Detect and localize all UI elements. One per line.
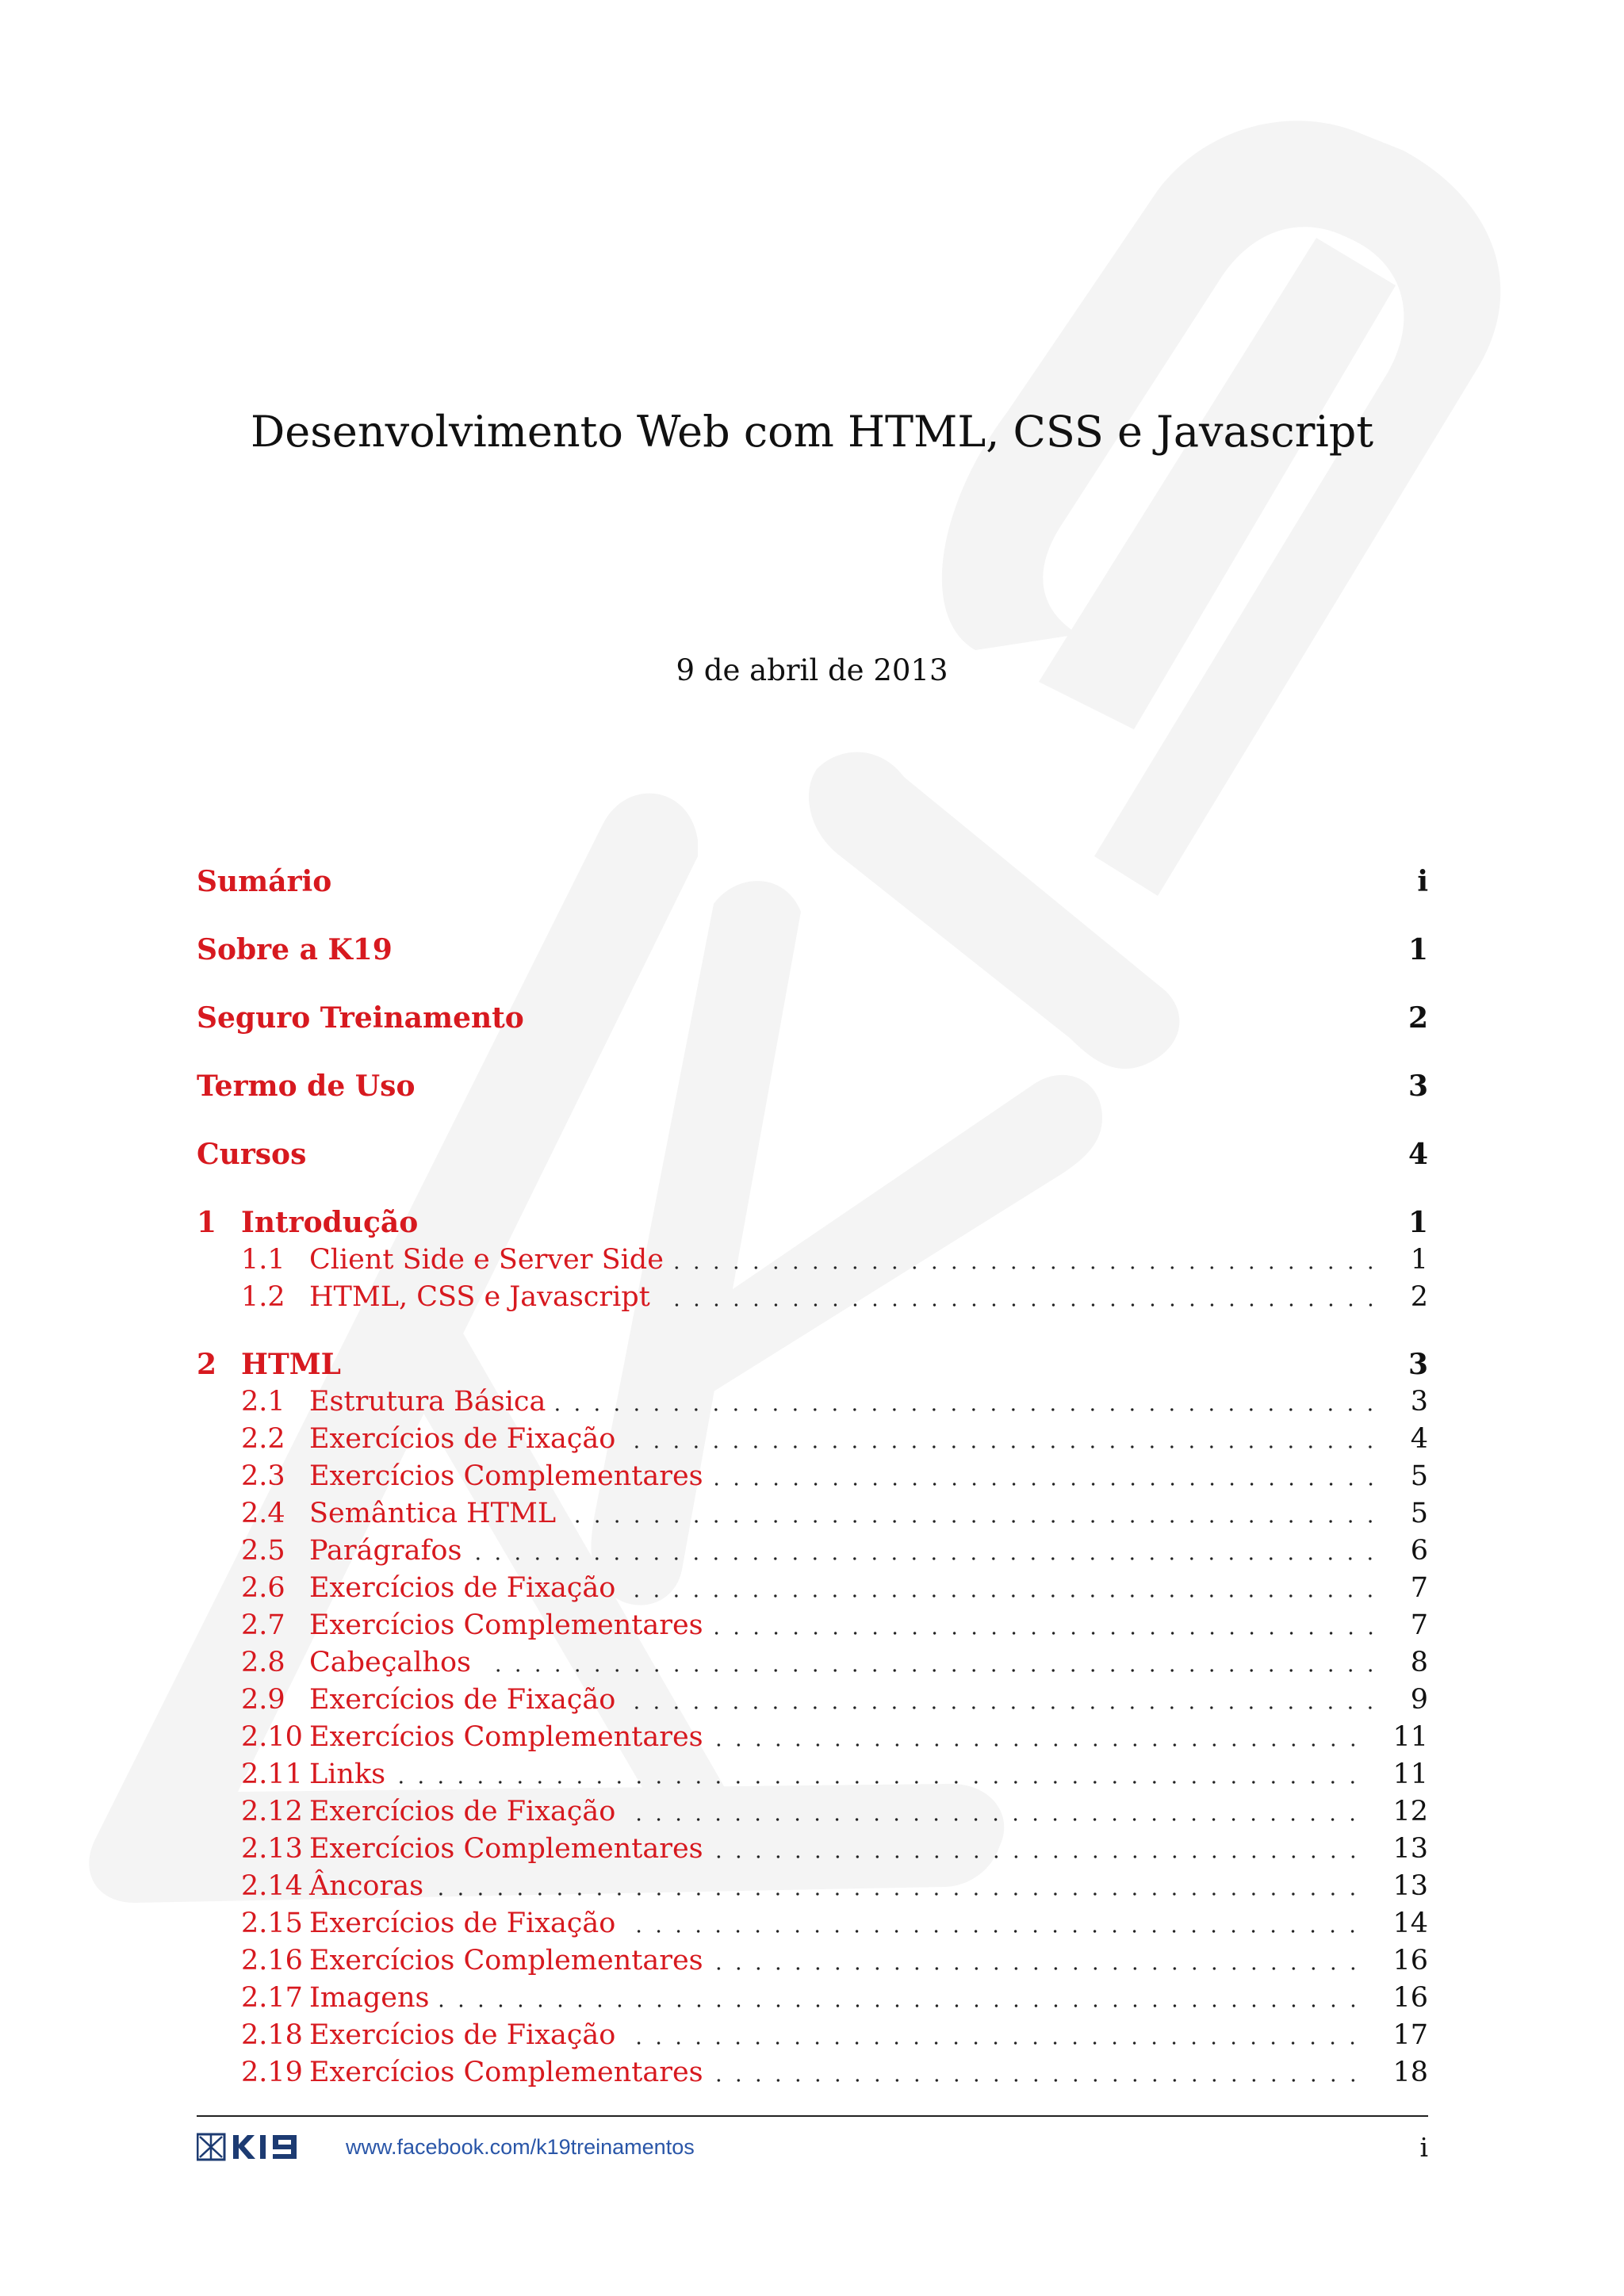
toc-section-number[interactable]: 2.9 <box>241 1684 285 1716</box>
toc-entry-seguro[interactable] <box>197 999 1428 1037</box>
toc-section[interactable] <box>241 1569 1428 1607</box>
toc-chapter-2[interactable] <box>197 1345 1428 1383</box>
toc-section[interactable] <box>241 2016 1428 2054</box>
toc-section-number[interactable]: 2.17 <box>241 1982 303 2014</box>
leader-dots <box>625 1445 1380 1448</box>
toc-entry-title[interactable]: Seguro Treinamento <box>197 1001 524 1035</box>
toc-section[interactable] <box>241 1532 1428 1570</box>
toc-chapter-page: 1 <box>1408 1206 1428 1239</box>
toc-section-page: 16 <box>1392 1945 1428 1976</box>
toc-section[interactable] <box>241 1904 1428 1942</box>
toc-section-page: 3 <box>1410 1386 1428 1418</box>
leader-dots <box>555 1408 1380 1411</box>
toc-section-number[interactable]: 2.8 <box>241 1647 285 1678</box>
toc-section-title[interactable]: Exercícios de Fixação <box>309 1423 616 1455</box>
toc-section[interactable] <box>241 1793 1428 1831</box>
leader-dots <box>625 1930 1362 1933</box>
toc-section[interactable] <box>241 1606 1428 1644</box>
toc-section-title[interactable]: Exercícios Complementares <box>309 1721 703 1753</box>
toc-section-number[interactable]: 2.3 <box>241 1460 285 1492</box>
toc-section-number[interactable]: 2.5 <box>241 1535 285 1567</box>
leader-dots <box>625 1818 1362 1821</box>
toc-section[interactable] <box>241 1681 1428 1719</box>
toc-section-title[interactable]: Semântica HTML <box>309 1498 557 1529</box>
toc-section-number[interactable]: 2.2 <box>241 1423 285 1455</box>
toc-section[interactable] <box>241 1867 1428 1905</box>
toc-section-number[interactable]: 2.12 <box>241 1796 303 1827</box>
toc-section-page: 14 <box>1392 1908 1428 1939</box>
leader-dots <box>713 1743 1363 1747</box>
toc-section-title[interactable]: Exercícios Complementares <box>309 1460 703 1492</box>
toc-section[interactable] <box>241 1383 1428 1421</box>
toc-section-number[interactable]: 2.1 <box>241 1386 285 1418</box>
toc-chapter-number[interactable]: 1 <box>197 1206 217 1239</box>
toc-section-page: 16 <box>1392 1982 1428 2014</box>
leader-dots <box>565 1520 1381 1523</box>
footer-page-number: i <box>1419 2131 1428 2163</box>
toc-section-number[interactable]: 2.14 <box>241 1870 303 1902</box>
toc-chapter-page: 3 <box>1408 1348 1428 1381</box>
toc-section-title[interactable]: Links <box>309 1758 386 1790</box>
toc-section-title[interactable]: Parágrafos <box>309 1535 462 1567</box>
leader-dots <box>713 2079 1363 2082</box>
toc-entry-title[interactable]: Sobre a K19 <box>197 933 393 966</box>
toc-section-number[interactable]: 1.1 <box>241 1244 285 1276</box>
toc-chapter-title[interactable]: HTML <box>241 1348 341 1381</box>
toc-section-page: 12 <box>1392 1796 1428 1827</box>
document-title: Desenvolvimento Web com HTML, CSS e Javascript <box>250 407 1374 457</box>
toc-section[interactable] <box>241 2053 1428 2091</box>
footer-url-link[interactable]: www.facebook.com/k19treinamentos <box>346 2134 695 2159</box>
toc-section-number[interactable]: 2.10 <box>241 1721 303 1753</box>
toc-section-page: 2 <box>1410 1281 1428 1313</box>
toc-section-page: 17 <box>1392 2019 1428 2051</box>
toc-section-page: 5 <box>1410 1498 1428 1529</box>
toc-section-title[interactable]: Exercícios de Fixação <box>309 1908 616 1939</box>
toc-section-number[interactable]: 2.15 <box>241 1908 303 1939</box>
toc-section-page: 6 <box>1410 1535 1428 1567</box>
toc-entry-page: 4 <box>1408 1138 1428 1171</box>
toc-section-number[interactable]: 2.11 <box>241 1758 303 1790</box>
toc-section-title[interactable]: Âncoras <box>309 1870 424 1902</box>
toc-entry-page: 3 <box>1408 1070 1428 1103</box>
toc-entry-title[interactable]: Cursos <box>197 1138 307 1171</box>
toc-section[interactable] <box>241 1755 1428 1793</box>
toc-entry-page: 1 <box>1408 933 1428 966</box>
toc-section-title[interactable]: Client Side e Server Side <box>309 1244 664 1276</box>
toc-chapter-title[interactable]: Introdução <box>241 1206 419 1239</box>
leader-dots <box>433 1892 1362 1896</box>
leader-dots <box>395 1781 1362 1784</box>
toc-section-number[interactable]: 2.7 <box>241 1609 285 1641</box>
k19-logo-icon <box>197 2133 320 2161</box>
toc-entry-sobre[interactable] <box>197 931 1428 969</box>
toc-section-page: 5 <box>1410 1460 1428 1492</box>
document-date: 9 de abril de 2013 <box>676 653 948 687</box>
toc-entry-sumario[interactable] <box>197 863 1428 901</box>
toc-section-number[interactable]: 2.4 <box>241 1498 285 1529</box>
toc-section-title[interactable]: Exercícios de Fixação <box>309 1684 616 1716</box>
toc-section[interactable] <box>241 1942 1428 1980</box>
toc-section[interactable] <box>241 1241 1428 1279</box>
toc-section-page: 8 <box>1410 1647 1428 1678</box>
toc-section-number[interactable]: 2.16 <box>241 1945 303 1976</box>
leader-dots <box>625 2042 1362 2045</box>
toc-section[interactable] <box>241 1457 1428 1495</box>
toc-section-number[interactable]: 2.19 <box>241 2057 303 2088</box>
toc-section-title[interactable]: Exercícios de Fixação <box>309 1572 616 1604</box>
k19-logo <box>197 2133 320 2161</box>
leader-dots <box>481 1669 1381 1672</box>
toc-section-page: 18 <box>1392 2057 1428 2088</box>
toc-section[interactable] <box>241 1494 1428 1533</box>
page-footer <box>197 2130 1428 2164</box>
toc-entry-title[interactable]: Sumário <box>197 865 332 898</box>
toc-section-page: 1 <box>1410 1244 1428 1276</box>
leader-dots <box>713 1855 1363 1858</box>
toc-entry-page: i <box>1417 865 1428 898</box>
toc-section-title[interactable]: Cabeçalhos <box>309 1647 472 1678</box>
toc-section-number[interactable]: 1.2 <box>241 1281 285 1313</box>
toc-section-title[interactable]: Exercícios de Fixação <box>309 2019 616 2051</box>
leader-dots <box>713 1632 1381 1635</box>
toc-section-number[interactable]: 2.18 <box>241 2019 303 2051</box>
toc-section-page: 11 <box>1392 1721 1428 1753</box>
toc-section-page: 9 <box>1410 1684 1428 1716</box>
toc-section-title[interactable]: Exercícios Complementares <box>309 1833 703 1865</box>
toc-section[interactable] <box>241 1979 1428 2017</box>
toc-section-page: 7 <box>1410 1572 1428 1604</box>
toc-section-number[interactable]: 2.6 <box>241 1572 285 1604</box>
toc-section-page: 7 <box>1410 1609 1428 1641</box>
toc-section[interactable] <box>241 1718 1428 1756</box>
leader-dots <box>713 1967 1363 1970</box>
toc-section-title[interactable]: HTML, CSS e Javascript <box>309 1281 650 1313</box>
leader-dots <box>625 1594 1380 1598</box>
toc-section-title[interactable]: Estrutura Básica <box>309 1386 546 1418</box>
leader-dots <box>713 1483 1381 1486</box>
leader-dots <box>673 1266 1381 1269</box>
leader-dots <box>439 2004 1363 2007</box>
toc-section-page: 13 <box>1392 1833 1428 1865</box>
toc-entry-cursos[interactable] <box>197 1135 1428 1173</box>
toc-section[interactable] <box>241 1278 1428 1316</box>
footer-divider <box>197 2115 1428 2117</box>
toc-entry-page: 2 <box>1408 1001 1428 1035</box>
toc-section-title[interactable]: Exercícios Complementares <box>309 2057 703 2088</box>
leader-dots <box>625 1706 1380 1709</box>
toc-chapter-number[interactable]: 2 <box>197 1348 217 1381</box>
toc-section-title[interactable]: Exercícios de Fixação <box>309 1796 616 1827</box>
toc-section-title[interactable]: Exercícios Complementares <box>309 1945 703 1976</box>
toc-chapter-1[interactable] <box>197 1203 1428 1242</box>
toc-section-page: 4 <box>1410 1423 1428 1455</box>
toc-section-number[interactable]: 2.13 <box>241 1833 303 1865</box>
toc-section-page: 13 <box>1392 1870 1428 1902</box>
toc-entry-termo[interactable] <box>197 1067 1428 1105</box>
leader-dots <box>660 1303 1381 1307</box>
toc-section-title[interactable]: Exercícios Complementares <box>309 1609 703 1641</box>
leader-dots <box>471 1557 1380 1560</box>
toc-entry-title[interactable]: Termo de Uso <box>197 1070 416 1103</box>
toc-section[interactable] <box>241 1644 1428 1682</box>
toc-section-title[interactable]: Imagens <box>309 1982 430 2014</box>
toc-section-page: 11 <box>1392 1758 1428 1790</box>
toc-section[interactable] <box>241 1830 1428 1868</box>
toc-section[interactable] <box>241 1420 1428 1458</box>
